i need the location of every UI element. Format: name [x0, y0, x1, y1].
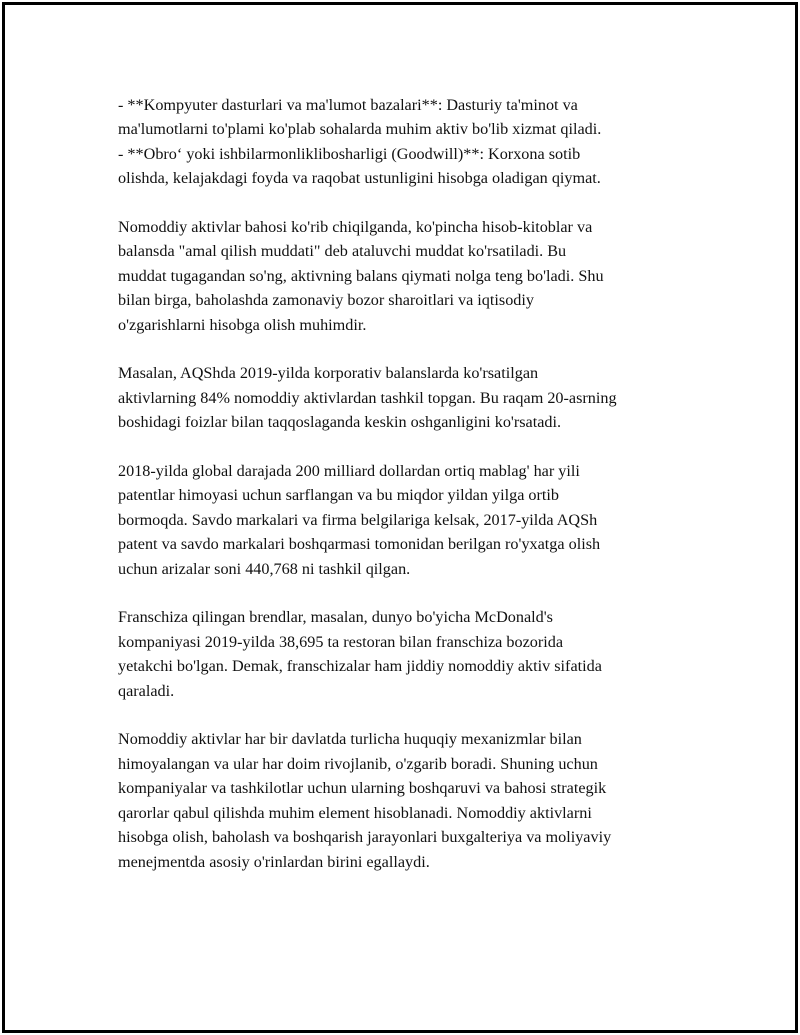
paragraph-usa-2019: Masalan, AQShda 2019-yilda korporativ balanslarda ko'rsatilgan aktivlarning 84% nomoddiy aktivlardan tashkil topgan. Bu raqam 20-asrning boshidagi foizlar bilan taqqoslaganda keskin oshganligini ko'rsatadi.	[118, 364, 617, 432]
bullet-computer-programs: - **Kompyuter dasturlari va ma'lumot bazalari**: Dasturiy ta'minot va ma'lumotlarni to'plami ko'plab sohalarda muhim aktiv bo'lib xizmat qiladi.	[118, 96, 602, 139]
paragraph-franchise: Franschiza qilingan brendlar, masalan, dunyo bo'yicha McDonald's kompaniyasi 2019-yilda 38,695 ta restoran bilan franschiza bozorida yetakchi bo'lgan. Demak, franschizalar ham jiddiy nomoddiy aktiv sifatida qaraladi.	[118, 608, 602, 700]
document-body	[118, 93, 690, 898]
paragraph-patents-2018: 2018-yilda global darajada 200 milliard dollardan ortiq mablag' har yili patentlar himoyasi uchun sarflangan va bu miqdor yildan yilga ortib bormoqda. Savdo markalari va firma belgilariga kelsak, 2017-yilda AQSh patent va savdo markalari boshqarmasi tomonidan berilgan ro'yxatga olish uchun arizalar soni 440,768 ni tashkil qilgan.	[118, 462, 601, 578]
paragraph-valuation: Nomoddiy aktivlar bahosi ko'rib chiqilganda, ko'pincha hisob-kitoblar va balansda "amal qilish muddati" deb ataluvchi muddat ko'rsatiladi. Bu muddat tugagandan so'ng, aktivning balans qiymati nolga teng bo'ladi. Shu bilan birga, baholashda zamonaviy bozor sharoitlari va iqtisodiy o'zgarishlarni hisobga olish muhimdir.	[118, 218, 604, 334]
bullet-goodwill: - **Obro‘ yoki ishbilarmonliklibosharligi (Goodwill)**: Korxona sotib olishda, kelajakdagi foyda va raqobat ustunligini hisobga oladigan qiymat.	[118, 144, 601, 188]
paragraph-conclusion: Nomoddiy aktivlar har bir davlatda turlicha huquqiy mexanizmlar bilan himoyalangan va ular har doim rivojlanib, o'zgarib boradi. Shuning uchun kompaniyalar va tashkilotlar uchun ularning boshqaruvi va bahosi strategik qarorlar qabul qilishda muhim element hisoblanadi. Nomoddiy aktivlarni hisobga olish, baholash va boshqarish jarayonlari buxgalteriya va moliyaviy menejmentda asosiy o'rinlardan birini egallaydi.	[118, 730, 612, 871]
